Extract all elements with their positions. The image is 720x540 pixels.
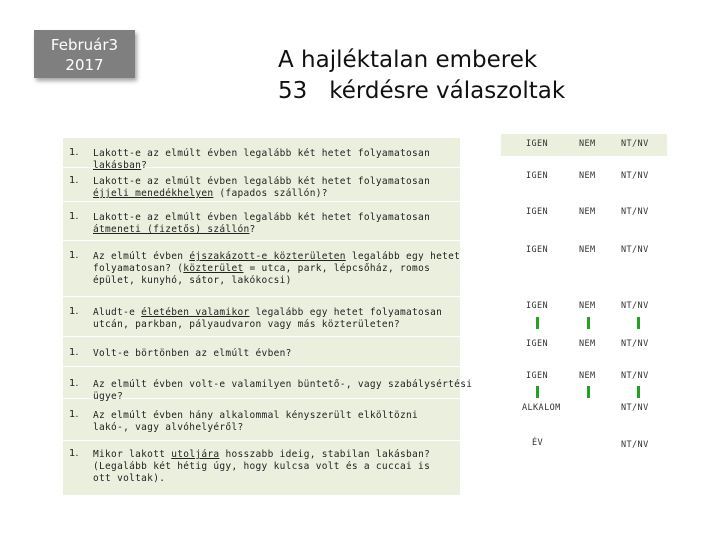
row-divider — [63, 240, 460, 241]
option-nem[interactable]: NEM — [579, 139, 596, 149]
answer-marker — [536, 386, 539, 398]
option-igen[interactable]: IGEN — [526, 245, 549, 255]
row-divider — [63, 366, 460, 367]
option-ntnv[interactable]: NT/NV — [621, 171, 649, 181]
option-ntnv[interactable]: NT/NV — [621, 139, 649, 149]
option-ntnv[interactable]: NT/NV — [621, 403, 649, 413]
option-igen[interactable]: IGEN — [526, 171, 549, 181]
question-number: 1. — [69, 409, 79, 420]
option-ntnv[interactable]: NT/NV — [621, 371, 649, 381]
question-number: 1. — [69, 147, 79, 158]
option-igen[interactable]: IGEN — [526, 371, 549, 381]
question-text: Lakott-e az elmúlt évben legalább két hetet folyamatosan átmeneti (fizetős) szállón? — [93, 212, 431, 235]
date-badge-line1: Február3 — [50, 36, 119, 54]
option-ntnv[interactable]: NT/NV — [621, 245, 649, 255]
question-text: Lakott-e az elmúlt évben legalább két hetet folyamatosan lakásban? — [93, 148, 431, 171]
option-nem[interactable]: NEM — [579, 301, 596, 311]
option-igen[interactable]: IGEN — [526, 207, 549, 217]
answer-marker — [536, 317, 539, 329]
option-ntnv[interactable]: NT/NV — [621, 207, 649, 217]
question-number: 1. — [69, 347, 79, 358]
question-text: Lakott-e az elmúlt évben legalább két hetet folyamatosan éjjeli menedékhelyen (fapados szállón)? — [93, 176, 431, 199]
option-nem[interactable]: NEM — [579, 245, 596, 255]
option-nem[interactable]: NEM — [579, 171, 596, 181]
option-igen[interactable]: IGEN — [526, 139, 549, 149]
row-divider — [63, 440, 460, 441]
option-igen[interactable]: IGEN — [526, 339, 549, 349]
question-text: Az elmúlt évben volt-e valamilyen büntető-, vagy szabálysértési ügye? — [93, 379, 473, 402]
question-text: Mikor lakott utoljára hosszabb ideig, stabilan lakásban? (Legalább két hétig úgy, hogy kulcsa volt és a cuccai is ott voltak). — [93, 449, 431, 484]
question-number: 1. — [69, 448, 79, 459]
question-text: Az elmúlt évben hány alkalommal kényszerült elköltözni lakó-, vagy alvóhelyéről? — [93, 410, 419, 433]
question-text: Aludt-e életében valamikor legalább egy hetet folyamatosan utcán, parkban, pályaudvaron vagy más közterületen? — [93, 307, 443, 330]
slide-title-line2: 53 kérdésre válaszoltak — [278, 78, 566, 104]
row-divider — [63, 201, 460, 202]
slide-title-line1: A hajléktalan emberek — [278, 47, 538, 73]
option-ntnv[interactable]: NT/NV — [621, 301, 649, 311]
question-number: 1. — [69, 378, 79, 389]
answer-marker — [637, 317, 640, 329]
question-number: 1. — [69, 306, 79, 317]
slide-title — [278, 45, 565, 107]
question-number: 1. — [69, 211, 79, 222]
answer-marker — [587, 317, 590, 329]
option-igen[interactable]: IGEN — [526, 301, 549, 311]
answer-marker — [637, 386, 640, 398]
option-ntnv[interactable]: NT/NV — [621, 440, 649, 450]
answer-marker — [587, 386, 590, 398]
row-divider — [63, 296, 460, 297]
option-ntnv[interactable]: NT/NV — [621, 339, 649, 349]
question-number: 1. — [69, 250, 79, 261]
date-badge-line2: 2017 — [65, 56, 104, 74]
question-text: Volt-e börtönben az elmúlt évben? — [93, 348, 292, 359]
option-ev[interactable]: ÉV — [532, 438, 544, 448]
option-nem[interactable]: NEM — [579, 371, 596, 381]
question-number: 1. — [69, 175, 79, 186]
row-divider — [63, 336, 460, 337]
option-alkalom[interactable]: ALKALOM — [522, 403, 561, 413]
option-nem[interactable]: NEM — [579, 207, 596, 217]
option-nem[interactable]: NEM — [579, 339, 596, 349]
date-badge — [34, 30, 135, 78]
question-text: Az elmúlt évben éjszakázott-e közterületen legalább egy hetet folyamatosan? (közterület = utca, park, lépcsőház, romos épület, kunyhó, sátor, lakókocsi) — [93, 251, 461, 286]
